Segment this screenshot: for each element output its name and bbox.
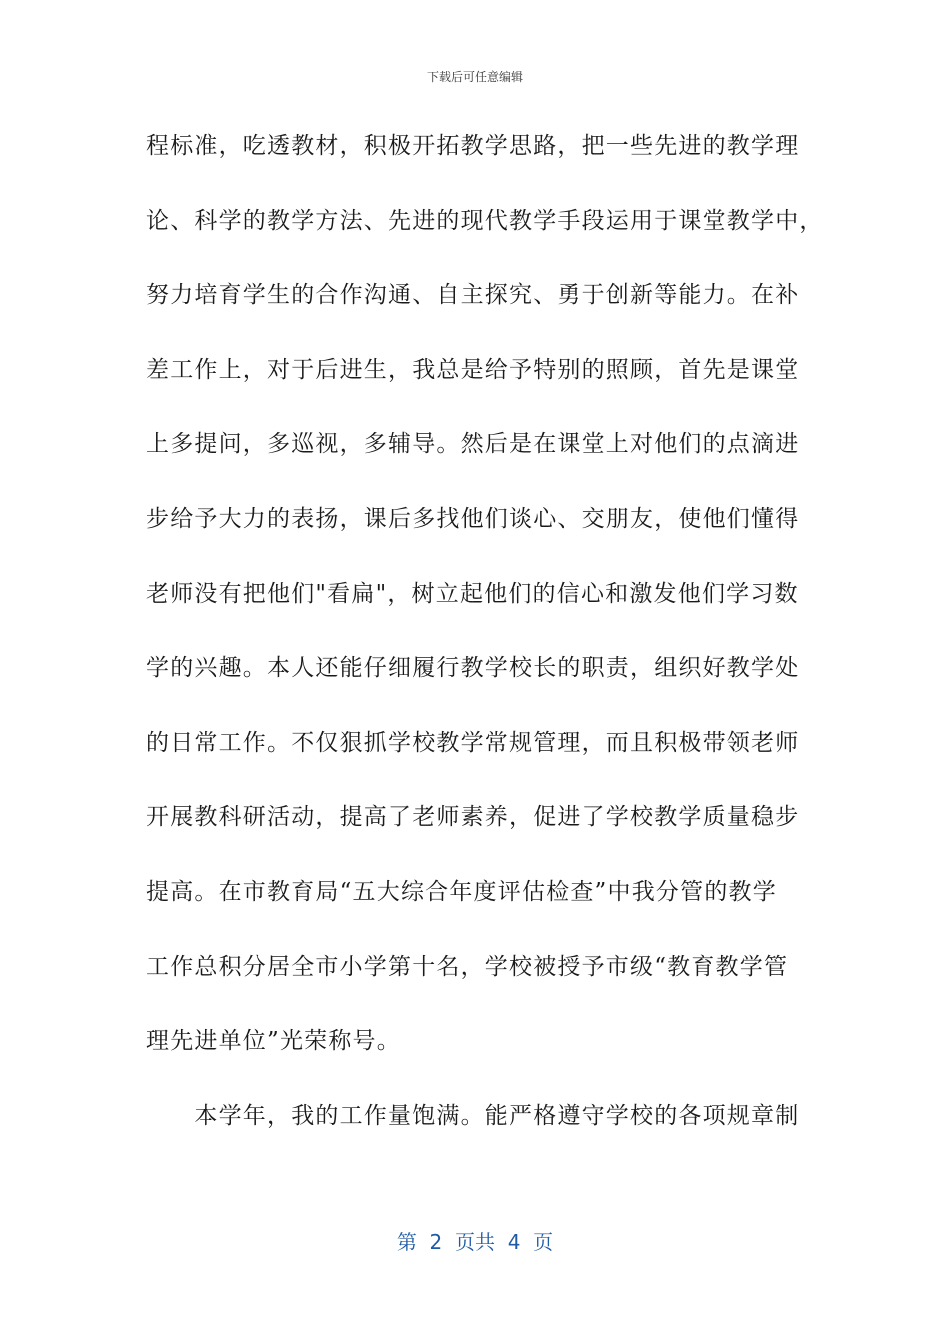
body-line: 工作总积分居全市小学第十名，学校被授予市级“教育教学管: [146, 953, 789, 980]
body-line: 学的兴趣。本人还能仔细履行教学校长的职责，组织好教学处: [146, 655, 800, 682]
body-line: 提高。在市教育局“五大综合年度评估检查”中我分管的教学: [146, 878, 777, 905]
body-line: 本学年，我的工作量饱满。能严格遵守学校的各项规章制: [146, 1102, 800, 1129]
body-line: 开展教科研活动，提高了老师素养，促进了学校教学质量稳步: [146, 804, 800, 831]
body-line: 上多提问，多巡视，多辅导。然后是在课堂上对他们的点滴进: [146, 431, 800, 458]
header-note: 下载后可任意编辑: [426, 70, 523, 84]
body-line: 理先进单位”光荣称号。: [146, 1028, 401, 1055]
body-line: 差工作上，对于后进生，我总是给予特别的照顾，首先是课堂: [146, 356, 800, 383]
body-line: 程标准，吃透教材，积极开拓教学思路，把一些先进的教学理: [146, 133, 800, 159]
body-line: 老师没有把他们"看扁"，树立起他们的信心和激发他们学习数: [146, 580, 799, 607]
page-number-footer: 第 2 页共 4 页: [396, 1230, 554, 1254]
body-line: 步给予大力的表扬，课后多找他们谈心、交朋友，使他们懂得: [146, 505, 800, 532]
body-line: 论、科学的教学方法、先进的现代教学手段运用于课堂教学中，: [146, 207, 824, 234]
body-line: 的日常工作。不仅狠抓学校教学常规管理，而且积极带领老师: [146, 729, 800, 756]
body-line: 努力培育学生的合作沟通、自主探究、勇于创新等能力。在补: [146, 282, 800, 309]
document-body: [146, 124, 824, 1168]
